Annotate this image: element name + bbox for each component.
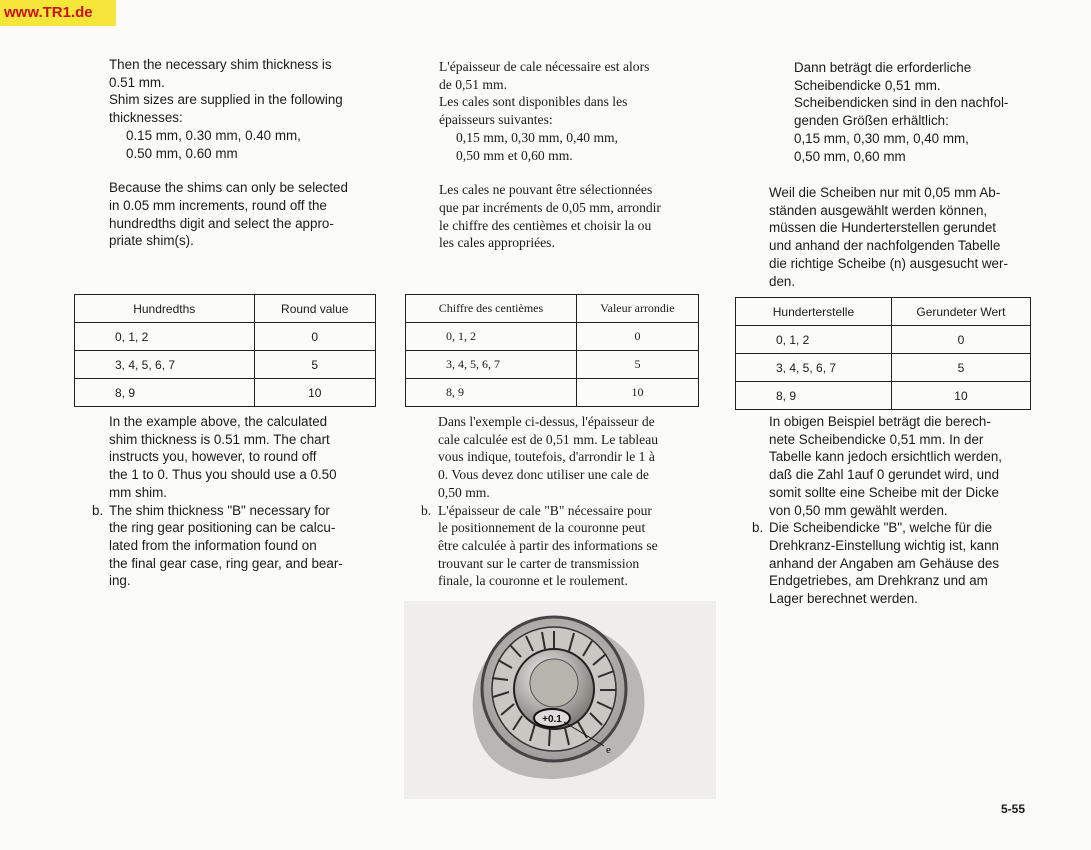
table-cell: 5 — [891, 354, 1030, 382]
de-para-2 — [794, 94, 1034, 129]
en-item-b-marker: b. — [92, 502, 104, 518]
table-cell: 8, 9 — [736, 382, 892, 410]
text-line: shim thickness is 0.51 mm. The chart — [109, 431, 330, 447]
text-line: 0,50 mm, 0,60 mm — [794, 148, 906, 164]
de-shim-sizes — [794, 130, 1034, 165]
text-line: Tabelle kann jedoch ersichtlich werden, — [769, 449, 1002, 465]
fr-para-5 — [438, 502, 704, 591]
ring-gear-illustration — [404, 601, 716, 799]
en-para-5 — [109, 502, 374, 591]
english-column — [109, 56, 374, 250]
svg-text:+0.1: +0.1 — [542, 714, 562, 725]
table-row — [75, 351, 376, 379]
text-line: 0,50 mm et 0,60 mm. — [456, 147, 573, 163]
german-column — [794, 59, 1034, 165]
text-line: 0,15 mm, 0,30 mm, 0,40 mm, — [794, 130, 969, 146]
german-column-lower — [752, 413, 1034, 608]
en-para-4 — [92, 413, 374, 502]
text-line: lated from the information found on — [109, 537, 317, 553]
text-line: 0,15 mm, 0,30 mm, 0,40 mm, — [456, 129, 618, 145]
table-row — [406, 323, 699, 351]
text-line: Endgetriebes, am Drehkranz und am — [769, 573, 988, 589]
table-cell: 10 — [254, 379, 376, 407]
text-line: L'épaisseur de cale nécessaire est alors — [439, 59, 650, 74]
text-line: In the example above, the calculated — [109, 414, 328, 429]
text-line: trouvant sur le carter de transmission — [438, 555, 640, 571]
en-shim-sizes — [109, 127, 374, 162]
de-rounding-table — [735, 297, 1031, 410]
table-row — [736, 354, 1031, 382]
text-line: 0.50 mm, 0.60 mm — [126, 145, 238, 161]
text-line: somit sollte eine Scheibe mit der Dicke — [769, 484, 999, 500]
fr-shim-sizes — [439, 129, 704, 164]
text-line: Weil die Scheiben nur mit 0,05 mm Ab- — [769, 185, 1001, 200]
figure-callout-label: e — [606, 744, 611, 756]
text-line: Die Scheibendicke "B", welche für die — [769, 520, 993, 536]
text-line: Dann beträgt die erforderliche — [794, 60, 972, 75]
table-header-row — [736, 298, 1031, 326]
page-number: 5-55 — [1001, 802, 1026, 816]
table-cell: 10 — [576, 379, 698, 407]
table-row — [75, 323, 376, 351]
text-line: daß die Zahl 1auf 0 gerundet wird, und — [769, 467, 1000, 483]
text-line: the ring gear positioning can be calcu- — [109, 520, 336, 536]
text-line: Then the necessary shim thickness is — [109, 57, 332, 72]
text-line: 0.51 mm. — [109, 74, 165, 90]
text-line: nete Scheibendicke 0,51 mm. In der — [769, 431, 984, 447]
table-cell: 3, 4, 5, 6, 7 — [406, 351, 577, 379]
watermark: www.TR1.de — [0, 0, 116, 26]
text-line: que par incréments de 0,05 mm, arrondir — [439, 199, 661, 215]
text-line: être calculée à partir des informations se — [438, 537, 658, 553]
de-para-5 — [769, 519, 1034, 608]
text-line: 0,50 mm. — [438, 484, 490, 500]
de-para-1 — [794, 59, 1034, 94]
fr-rounding-table — [405, 294, 699, 407]
en-item-b — [92, 502, 374, 591]
text-line: priate shim(s). — [109, 233, 194, 249]
fr-para-3 — [439, 181, 704, 252]
table-cell: 8, 9 — [75, 379, 255, 407]
en-rounding-table — [74, 294, 376, 407]
table-row — [736, 382, 1031, 410]
text-line: ständen ausgewählt werden können, — [769, 202, 988, 218]
fr-item-b — [421, 502, 704, 591]
table-cell: 0, 1, 2 — [75, 323, 255, 351]
text-line: Drehkranz-Einstellung wichtig ist, kann — [769, 537, 999, 553]
fr-para-2 — [439, 93, 704, 128]
de-para-3 — [769, 184, 1034, 290]
de-item-b — [752, 519, 1034, 608]
text-line: Dans l'exemple ci-dessus, l'épaisseur de — [438, 414, 655, 429]
text-line: Shim sizes are supplied in the following — [109, 92, 343, 108]
text-line: mm shim. — [109, 484, 168, 500]
text-line: de 0,51 mm. — [439, 76, 507, 92]
table-cell: 0 — [576, 323, 698, 351]
text-line: hundredths digit and select the appro- — [109, 215, 334, 231]
table-cell: 3, 4, 5, 6, 7 — [75, 351, 255, 379]
table-header-cell: Valeur arrondie — [576, 295, 698, 323]
table-cell: 10 — [891, 382, 1030, 410]
fr-para-1 — [439, 58, 704, 93]
text-line: Because the shims can only be selected — [109, 180, 348, 196]
table-row — [406, 351, 699, 379]
table-header-cell: Chiffre des centièmes — [406, 295, 577, 323]
de-item-b-marker: b. — [752, 520, 764, 536]
text-line: 0.15 mm, 0.30 mm, 0.40 mm, — [126, 127, 301, 143]
text-line: 0. Vous devez donc utiliser une cale de — [438, 467, 649, 483]
text-line: Les cales ne pouvant être sélectionnées — [439, 182, 653, 198]
en-para-1 — [109, 56, 374, 91]
en-para-3 — [109, 179, 374, 250]
text-line: ing. — [109, 573, 131, 589]
text-line: müssen die Hunderterstellen gerundet — [769, 220, 997, 236]
text-line: the final gear case, ring gear, and bear- — [109, 555, 343, 571]
ring-gear-photo — [404, 601, 716, 799]
text-line: thicknesses: — [109, 110, 183, 126]
table-row — [406, 379, 699, 407]
text-line: Scheibendicken sind in den nachfol- — [794, 95, 1009, 111]
table-cell: 0 — [254, 323, 376, 351]
french-column-lower — [421, 413, 704, 590]
text-line: In obigen Beispiel beträgt die berech- — [769, 414, 991, 429]
text-line: und anhand der nachfolgenden Tabelle — [769, 238, 1001, 254]
table-cell: 3, 4, 5, 6, 7 — [736, 354, 892, 382]
text-line: Les cales sont disponibles dans les — [439, 94, 628, 110]
table-cell: 0, 1, 2 — [736, 326, 892, 354]
text-line: genden Größen erhältlich: — [794, 113, 949, 129]
text-line: le chiffre des centièmes et choisir la ou — [439, 217, 652, 233]
text-line: in 0.05 mm increments, round off the — [109, 197, 327, 213]
text-line: L'épaisseur de cale "B" nécessaire pour — [438, 502, 652, 518]
en-para-2 — [109, 91, 374, 126]
text-line: les cales appropriées. — [439, 235, 555, 251]
text-line: anhand der Angaben am Gehäuse des — [769, 555, 1000, 571]
table-row — [736, 326, 1031, 354]
french-column — [439, 58, 704, 252]
table-cell: 0, 1, 2 — [406, 323, 577, 351]
text-line: The shim thickness "B" necessary for — [109, 502, 330, 518]
fr-para-4 — [421, 413, 704, 502]
text-line: finale, la couronne et le roulement. — [438, 573, 628, 589]
table-header-cell: Gerundeter Wert — [891, 298, 1030, 326]
fr-item-b-marker: b. — [421, 502, 432, 518]
table-cell: 0 — [891, 326, 1030, 354]
text-line: instructs you, however, to round off — [109, 449, 317, 465]
german-column-p3 — [769, 184, 1034, 290]
table-header-row — [406, 295, 699, 323]
table-header-cell: Hundredths — [75, 295, 255, 323]
text-line: Lager berechnet werden. — [769, 591, 918, 607]
table-cell: 8, 9 — [406, 379, 577, 407]
english-column-lower — [92, 413, 374, 590]
text-line: den. — [769, 273, 796, 289]
text-line: von 0,50 mm gewählt werden. — [769, 502, 948, 518]
table-header-cell: Hunderterstelle — [736, 298, 892, 326]
table-row — [75, 379, 376, 407]
text-line: the 1 to 0. Thus you should use a 0.50 — [109, 467, 337, 483]
table-cell: 5 — [576, 351, 698, 379]
text-line: vous indique, toutefois, d'arrondir le 1 à — [438, 449, 655, 465]
table-header-row — [75, 295, 376, 323]
text-line: die richtige Scheibe (n) ausgesucht wer- — [769, 255, 1008, 271]
text-line: le positionnement de la couronne peut — [438, 520, 646, 536]
text-line: cale calculée est de 0,51 mm. Le tableau — [438, 431, 659, 447]
text-line: épaisseurs suivantes: — [439, 112, 553, 128]
table-cell: 5 — [254, 351, 376, 379]
table-header-cell: Round value — [254, 295, 376, 323]
de-para-4 — [752, 413, 1034, 519]
text-line: Scheibendicke 0,51 mm. — [794, 77, 941, 93]
